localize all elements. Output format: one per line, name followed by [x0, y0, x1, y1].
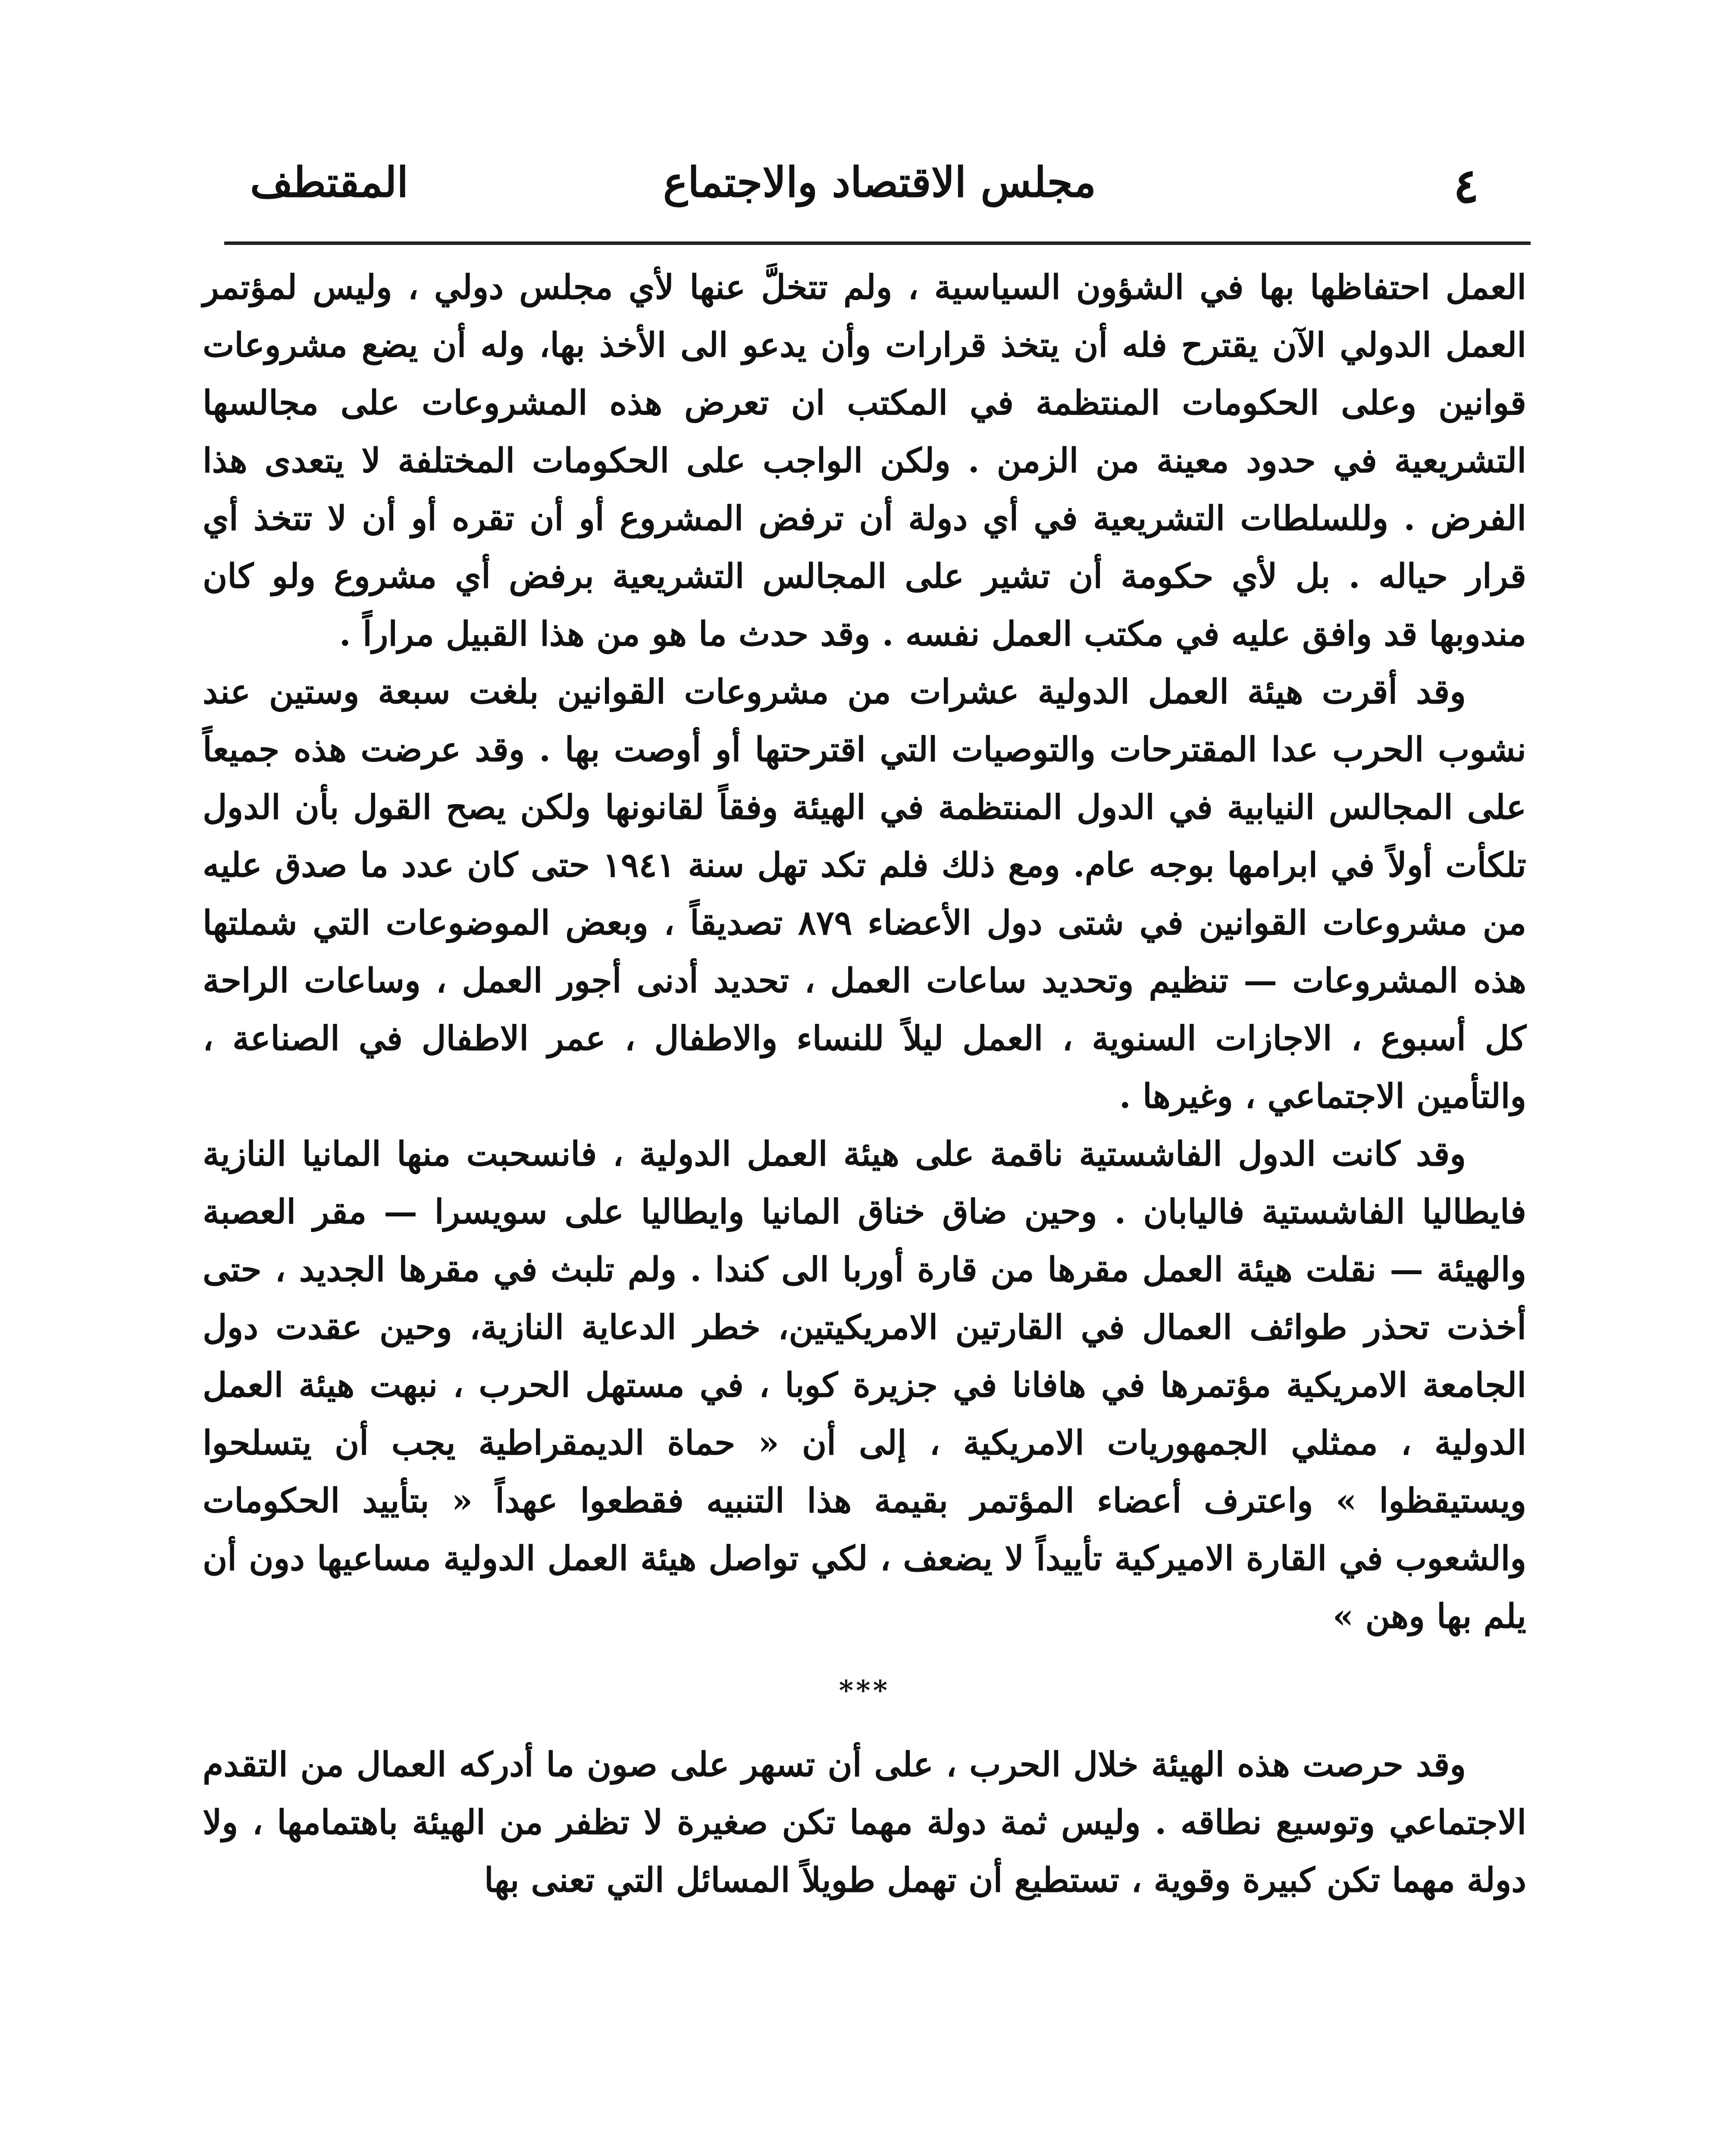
paragraph-4: وقد حرصت هذه الهيئة خلال الحرب ، على أن تسهر على صون ما أدركه العمال من التقدم الاجتماعي وتوسيع نطاقه . وليس ثمة دولة مهما تكن صغيرة لا تظفر من الهيئة باهتمامها ، ولا دولة مهما تكن كبيرة وقوية ، تستطيع أن تهمل طويلاً المسائل التي تعنى بها [203, 1745, 1526, 1900]
page-number: ٤ [1453, 158, 1479, 213]
article-body [203, 259, 1526, 1909]
journal-name: المقتطف [250, 158, 409, 207]
article-title: مجلس الاقتصاد والاجتماع [663, 158, 1096, 207]
paragraph-2: وقد أقرت هيئة العمل الدولية عشرات من مشروعات القوانين بلغت سبعة وستين عند نشوب الحرب عدا المقترحات والتوصيات التي اقترحتها أو أوصت بها . وقد عرضت هذه جميعاً على المجالس النيابية في الدول المنتظمة في الهيئة وفقاً لقانونها ولكن يصح القول بأن الدول تلكأت أولاً في ابرامها بوجه عام. ومع ذلك فلم تكد تهل سنة ١٩٤١ حتى كان عدد ما صدق عليه من مشروعات القوانين في شتى دول الأعضاء ٨٧٩ تصديقاً ، وبعض الموضوعات التي شملتها هذه المشروعات — تنظيم وتحديد ساعات العمل ، تحديد أدنى أجور العمل ، وساعات الراحة كل أسبوع ، الاجازات السنوية ، العمل ليلاً للنساء والاطفال ، عمر الاطفال في الصناعة ، والتأمين الاجتماعي ، وغيرها . [203, 672, 1526, 1116]
header-rule [224, 241, 1531, 245]
paragraph-3: وقد كانت الدول الفاشستية ناقمة على هيئة العمل الدولية ، فانسحبت منها المانيا النازية فايطاليا الفاشستية فاليابان . وحين ضاق خناق المانيا وايطاليا على سويسرا — مقر العصبة والهيئة — نقلت هيئة العمل مقرها من قارة أوربا الى كندا . ولم تلبث في مقرها الجديد ، حتى أخذت تحذر طوائف العمال في القارتين الامريكيتين، خطر الدعاية النازية، وحين عقدت دول الجامعة الامريكية مؤتمرها في هافانا في جزيرة كوبا ، في مستهل الحرب ، نبهت هيئة العمل الدولية ، ممثلي الجمهوريات الامريكية ، إلى أن « حماة الديمقراطية يجب أن يتسلحوا ويستيقظوا » واعترف أعضاء المؤتمر بقيمة هذا التنبيه فقطعوا عهداً « بتأييد الحكومات والشعوب في القارة الاميركية تأييداً لا يضعف ، لكي تواصل هيئة العمل الدولية مساعيها دون أن يلم بها وهن » [203, 1134, 1526, 1636]
paragraph-1: العمل احتفاظها بها في الشؤون السياسية ، ولم تتخلَّ عنها لأي مجلس دولي ، وليس لمؤتمر العمل الدولي الآن يقترح فله أن يتخذ قرارات وأن يدعو الى الأخذ بها، وله أن يضع مشروعات قوانين وعلى الحكومات المنتظمة في المكتب ان تعرض هذه المشروعات على مجالسها التشريعية في حدود معينة من الزمن . ولكن الواجب على الحكومات المختلفة لا يتعدى هذا الفرض . وللسلطات التشريعية في أي دولة أن ترفض المشروع أو أن تقره أو أن لا تتخذ أي قرار حياله . بل لأي حكومة أن تشير على المجالس التشريعية برفض أي مشروع ولو كان مندوبها قد وافق عليه في مكتب العمل نفسه . وقد حدث ما هو من هذا القبيل مراراً . [203, 268, 1526, 654]
running-header [224, 142, 1535, 229]
section-separator: *** [839, 1674, 890, 1707]
